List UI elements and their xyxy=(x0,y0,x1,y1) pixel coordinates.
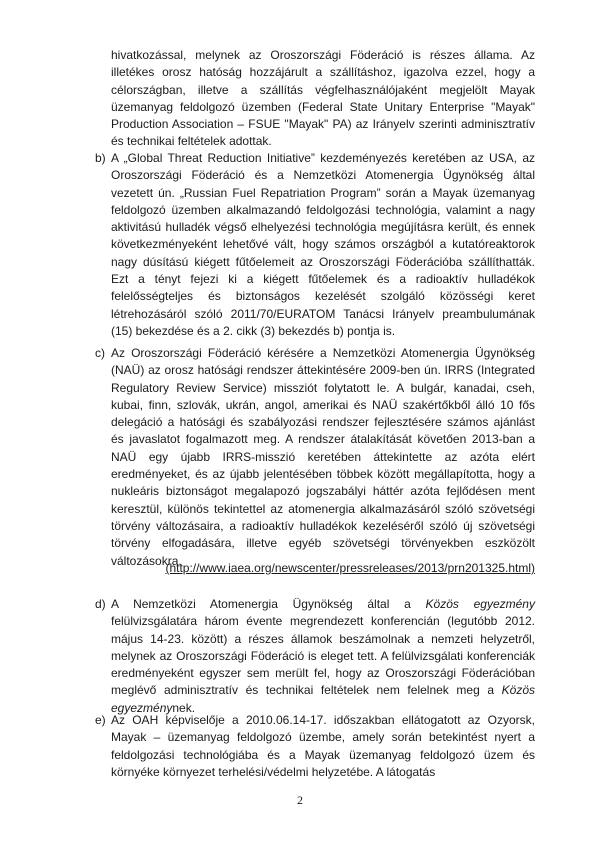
text-run: nek. xyxy=(172,700,196,715)
list-item-b xyxy=(95,150,535,340)
list-item-text xyxy=(111,596,535,717)
italic-term: Közös egyezmény xyxy=(425,597,535,611)
list-item-e xyxy=(95,712,535,781)
page-number: 2 xyxy=(297,793,303,807)
list-item-text: Az Oroszországi Föderáció kérésére a Nemzetközi Atomenergia Ügynökség (NAÜ) az orosz hatósági rendszer áttekintésére 2009-ben ún. IRRS (Integrated Regulatory Review Service) missziót folytatott le. A bulgár, kanadai, cseh, kubai, finn, szlovák, ukrán, angol, amerikai és NAÜ szakértőkből álló 10 fős delegáció a hatósági és szabályozási rendszer fejlesztésére számos ajánlást és javaslatot fogalmazott meg. A rendszer átalakítását követően 2013-ban a NAÜ egy újabb IRRS-misszió keretében áttekintette az azóta elért eredményeket, és az újabb jelentésében többek között megállapította, hogy a nukleáris biztonságot megalapozó jogszabályi háttér azóta fejlődésen ment keresztül, különös tekintettel az atomenergia alkalmazásáról szóló szövetségi törvény változásaira, a radioaktív hulladékok kezeléséről szóló új szövetségi törvény elfogadására, illetve egyéb szövetségi törvényekben eszközölt változásokra. xyxy=(111,346,535,568)
text-run: felülvizsgálatára három évente megrendezett konferencián (legutóbb 2012. május 14-23. között) a részes államok beszámolnak a nemzeti helyzetről, melynek az Oroszországi Föderáció is eleget tett. A felülvizsgálati konferenciák eredményeként egyszer sem merült fel, hogy az Oroszországi Föderációban meglévő adminisztratív és technikai feltételek nem felelnek meg a xyxy=(111,614,535,698)
list-item-d xyxy=(95,596,535,717)
list-label: d) xyxy=(95,597,106,611)
list-item-text: Az OAH képviselője a 2010.06.14-17. időszakban ellátogatott az Ozyorsk, Mayak – üzemanyag feldolgozó üzembe, amely során betekintést nyert a feldolgozási technológiába és a Mayak üzemanyag feldolgozó üzem és környéke környezet terhelési/védelmi helyzetébe. A látogatás xyxy=(111,713,535,779)
continuation-paragraph: hivatkozással, melynek az Oroszországi Föderáció is részes állama. Az illetékes orosz hatóság hozzájárult a szállításhoz, igazolva ezzel, hogy a célországban, illetve a szállítás végfelhasználójaként megjelölt Mayak üzemanyag feldolgozó üzemben (Federal State Unitary Enterprise "Mayak" Production Association – FSUE "Mayak" PA) az Irányelv szerinti adminisztratív és technikai feltételek adottak. xyxy=(111,48,535,149)
list-label: b) xyxy=(95,151,106,165)
list-label: e) xyxy=(95,713,106,727)
reference-link[interactable]: (http://www.iaea.org/newscenter/pressreleases/2013/prn201325.html) xyxy=(165,561,535,575)
list-item-text: A „Global Threat Reduction Initiative” kezdeményezés keretében az USA, az Oroszországi Föderáció és a Nemzetközi Atomenergia Ügynökség által vezetett ún. „Russian Fuel Repatriation Program” során a Mayak üzemanyag feldolgozó üzemben alkalmazandó feldolgozási technológia, valamint a nagy aktivitású hulladék végső elhelyezési technológia megújításra került, és ennek következményeként lehetővé vált, hogy számos országból a kutatóreaktorok nagy dúsítású kiégett fűtőelemeit az Oroszországi Föderációba szállíthatták. Ezt a tényt fejezi ki a kiégett fűtőelemek és a radioaktív hulladékok felelősségteljes és biztonságos kezelését szolgáló közösségi keret létrehozásáról szóló 2011/70/EURATOM Tanácsi Irányelv preambulumának (15) bekezdése és a 2. cikk (3) bekezdés b) pontja is. xyxy=(111,151,535,338)
italic-term: Közös egyezmény xyxy=(111,683,535,715)
list-item-c xyxy=(95,345,535,570)
list-label: c) xyxy=(95,346,105,360)
text-run: A Nemzetközi Atomenergia Ügynökség által a xyxy=(111,597,426,611)
